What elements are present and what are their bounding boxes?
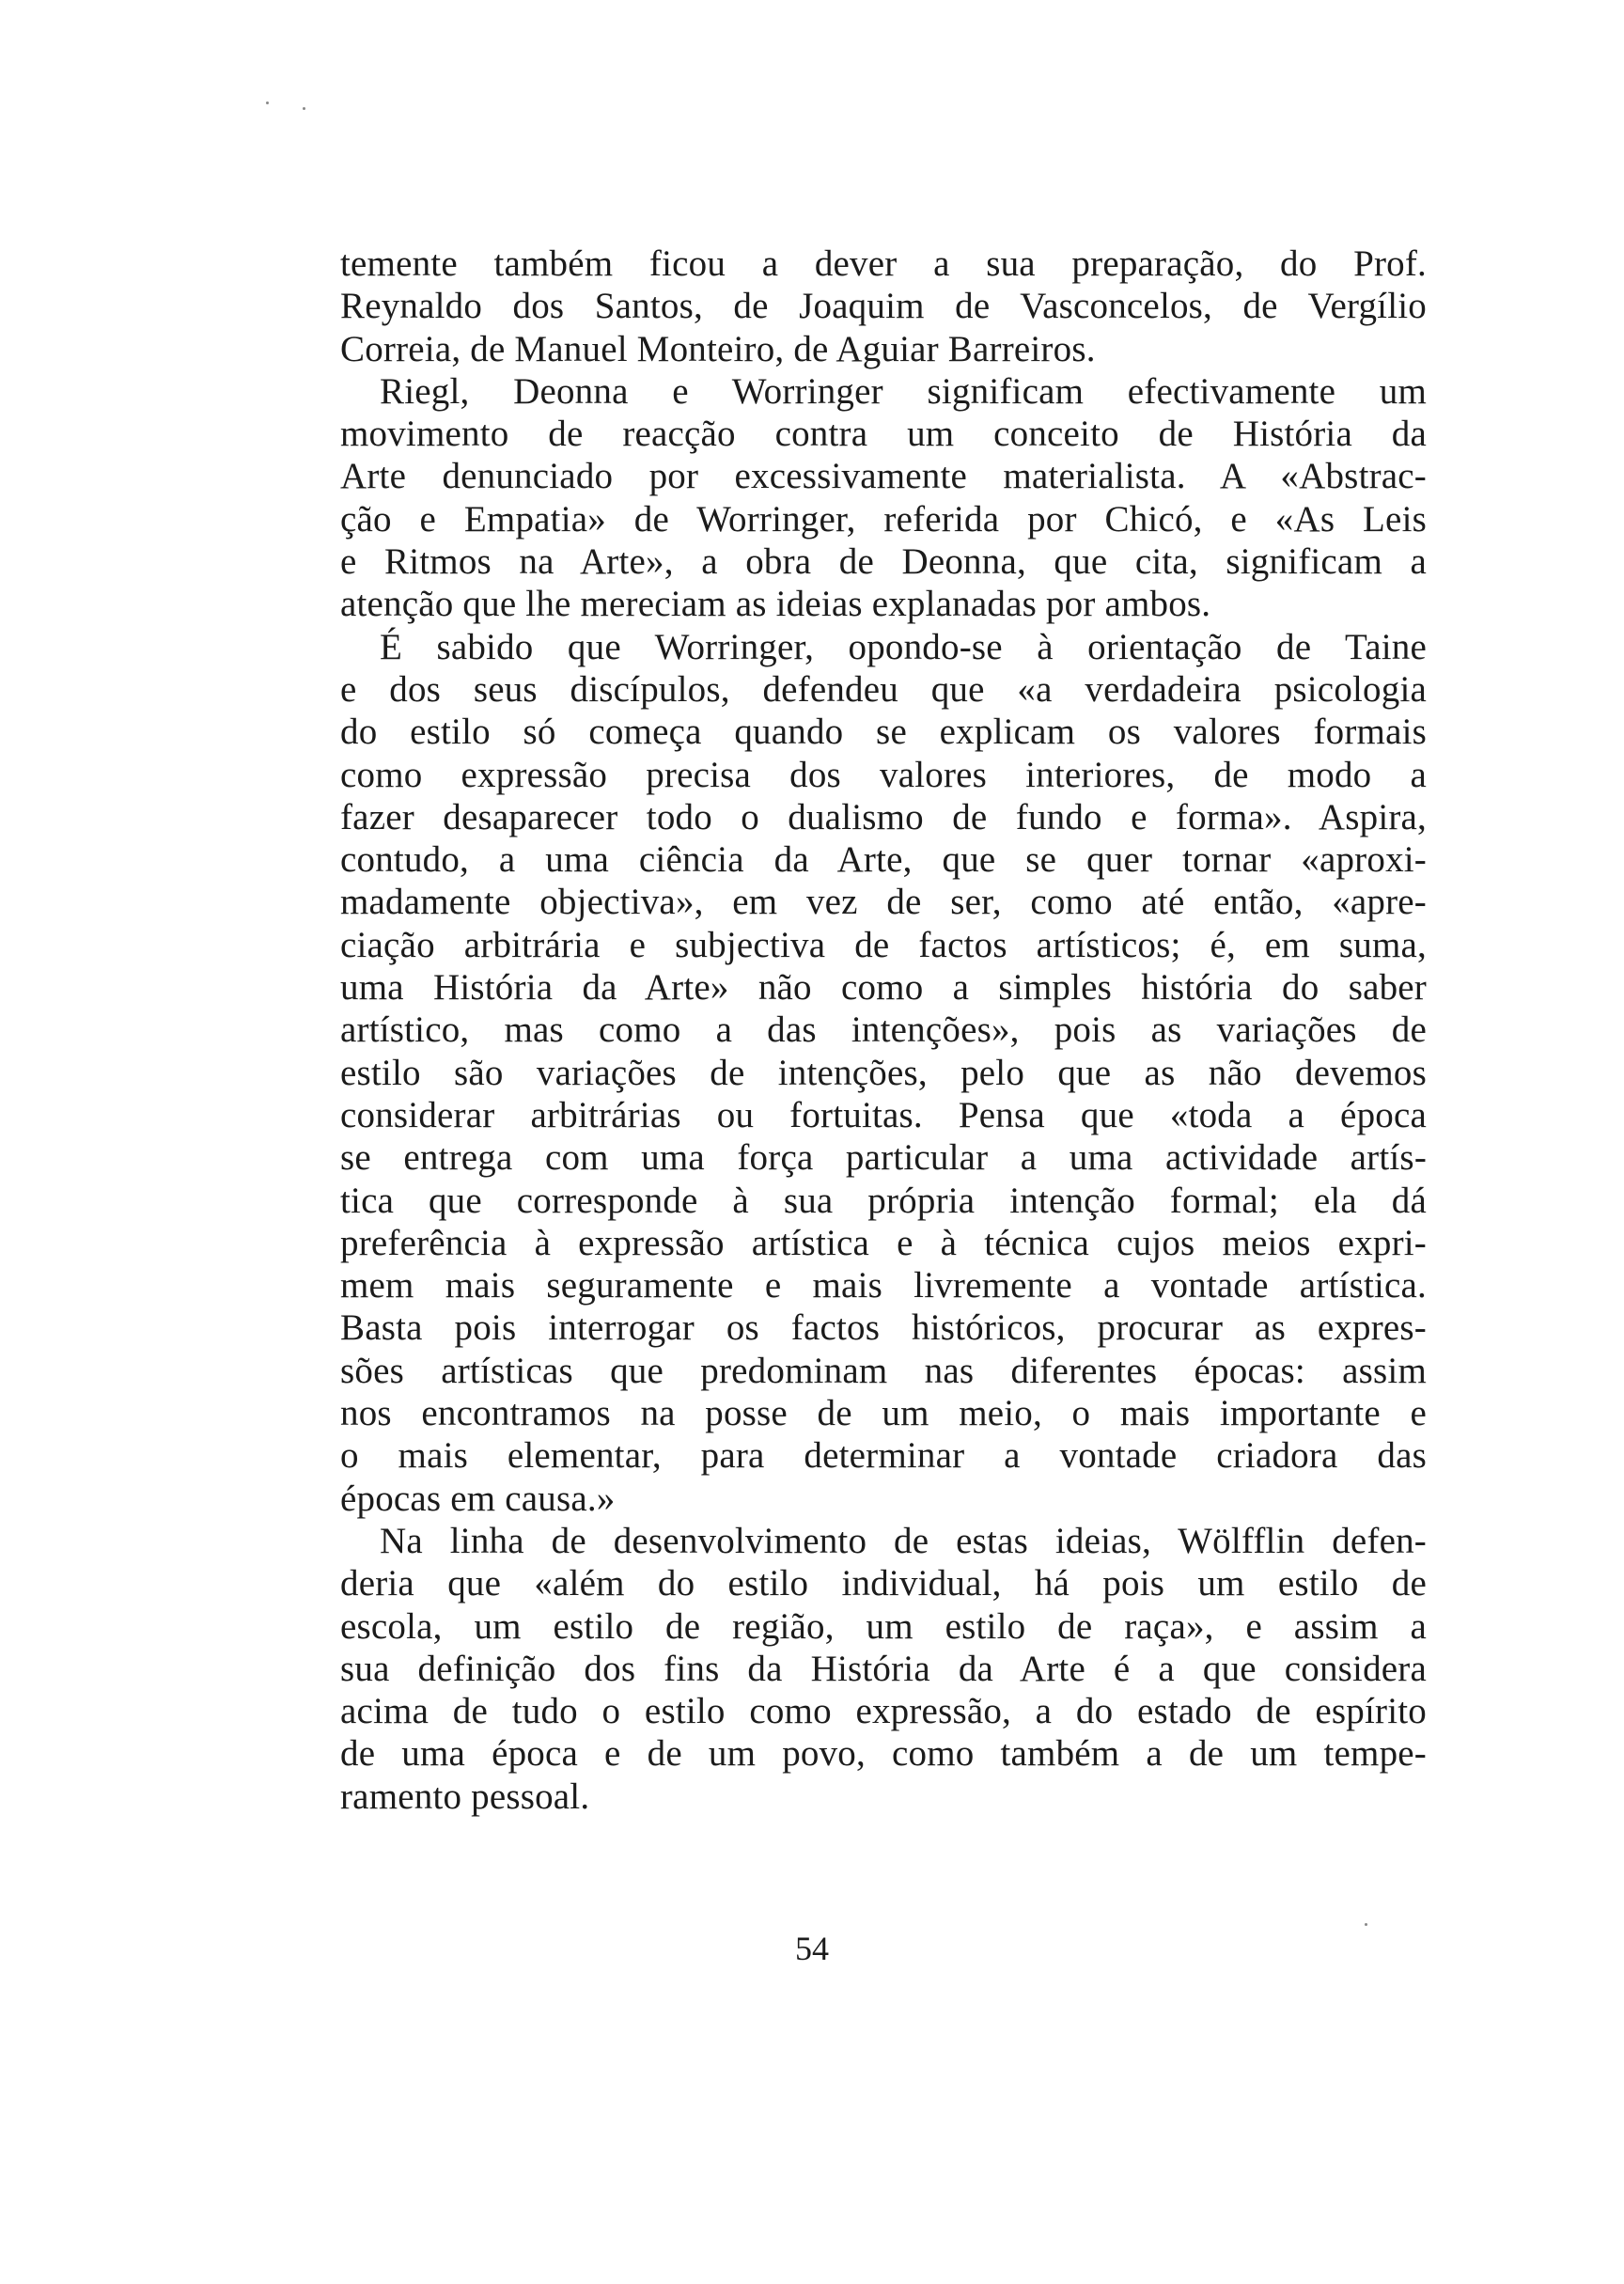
text-line: sões artísticas que predominam nas diferentes épocas: assim xyxy=(340,1350,1427,1391)
text-line: Reynaldo dos Santos, de Joaquim de Vasconcelos, de Vergílio xyxy=(340,286,1427,327)
text-line: contudo, a uma ciência da Arte, que se quer tornar «aproxi- xyxy=(340,839,1427,881)
text-line: É sabido que Worringer, opondo-se à orientação de Taine xyxy=(380,626,1427,667)
text-line: fazer desaparecer todo o dualismo de fundo e forma». Aspira, xyxy=(340,796,1427,837)
text-line: do estilo só começa quando se explicam os valores formais xyxy=(340,712,1427,753)
paragraph xyxy=(340,242,1427,370)
text-line: Na linha de desenvolvimento de estas ideias, Wölfflin defen- xyxy=(380,1520,1427,1561)
text-line: preferência à expressão artística e à técnica cujos meios expri- xyxy=(340,1222,1427,1263)
text-line: Arte denunciado por excessivamente materialista. A «Abstrac- xyxy=(340,456,1427,497)
text-line: temente também ficou a dever a sua preparação, do Prof. xyxy=(340,243,1427,284)
text-line: o mais elementar, para determinar a vontade criadora das xyxy=(340,1435,1427,1477)
text-line: madamente objectiva», em vez de ser, como até então, «apre- xyxy=(340,882,1427,923)
text-line: e dos seus discípulos, defendeu que «a verdadeira psicologia xyxy=(340,668,1427,710)
text-line: acima de tudo o estilo como expressão, a do estado de espírito xyxy=(340,1691,1427,1732)
text-line: atenção que lhe mereciam as ideias explanadas por ambos. xyxy=(340,584,1211,625)
text-line: épocas em causa.» xyxy=(340,1478,616,1519)
text-line: Basta pois interrogar os factos históricos, procurar as expres- xyxy=(340,1307,1427,1349)
body-text xyxy=(340,242,1427,1818)
text-line: mem mais seguramente e mais livremente a vontade artística. xyxy=(340,1265,1427,1306)
text-line: considerar arbitrárias ou fortuitas. Pensa que «toda a época xyxy=(340,1094,1427,1135)
scan-speck xyxy=(266,102,269,104)
text-line: se entrega com uma força particular a uma actividade artís- xyxy=(340,1137,1427,1179)
text-line: sua definição dos fins da História da Arte é a que considera xyxy=(340,1648,1427,1689)
paragraph xyxy=(340,370,1427,626)
page-number: 54 xyxy=(795,1930,829,1967)
text-line: ção e Empatia» de Worringer, referida por Chicó, e «As Leis xyxy=(340,498,1427,540)
text-line: estilo são variações de intenções, pelo que as não devemos xyxy=(340,1052,1427,1093)
text-line: nos encontramos na posse de um meio, o mais importante e xyxy=(340,1393,1427,1434)
paragraph xyxy=(340,626,1427,1520)
text-line: ciação arbitrária e subjectiva de factos artísticos; é, em suma, xyxy=(340,924,1427,965)
text-line: ramento pessoal. xyxy=(340,1776,590,1817)
text-line: e Ritmos na Arte», a obra de Deonna, que cita, significam a xyxy=(340,541,1427,583)
text-line: uma História da Arte» não como a simples história do saber xyxy=(340,967,1427,1009)
text-line: como expressão precisa dos valores interiores, de modo a xyxy=(340,754,1427,795)
scan-speck xyxy=(303,107,305,110)
text-line: escola, um estilo de região, um estilo de raça», e assim a xyxy=(340,1605,1427,1647)
paragraph xyxy=(340,1520,1427,1818)
text-line: movimento de reacção contra um conceito de História da xyxy=(340,414,1427,455)
text-line: Correia, de Manuel Monteiro, de Aguiar Barreiros. xyxy=(340,328,1096,369)
scan-speck xyxy=(1365,1923,1367,1926)
text-line: tica que corresponde à sua própria intenção formal; ela dá xyxy=(340,1180,1427,1221)
text-line: de uma época e de um povo, como também a de um tempe- xyxy=(340,1733,1427,1775)
text-line: Riegl, Deonna e Worringer significam efectivamente um xyxy=(380,370,1427,412)
text-line: artístico, mas como a das intenções», pois as variações de xyxy=(340,1009,1427,1051)
text-line: deria que «além do estilo individual, há pois um estilo de xyxy=(340,1563,1427,1604)
